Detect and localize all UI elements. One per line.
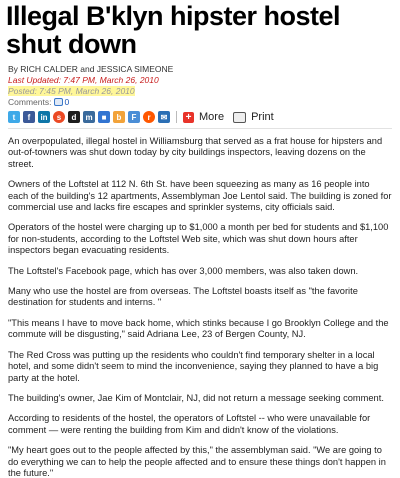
paragraph: "My heart goes out to the people affected by this," the assemblyman said. "We are going to do everything we can to help the people affected and to ensure these things don't happen in the future.": [8, 445, 386, 478]
stumbleupon-icon[interactable]: s: [53, 111, 65, 123]
paragraph: "This means I have to move back home, which stinks because I go Brooklyn College and the commute will be disgusting," said Adriana Lee, 23 of Bergen County, NJ.: [8, 317, 389, 340]
share-divider: [176, 111, 177, 123]
posted-date-text: Posted: 7:45 PM, March 26, 2010: [8, 86, 135, 96]
myspace-icon[interactable]: m: [83, 111, 95, 123]
digg-icon[interactable]: d: [68, 111, 80, 123]
paragraph: The Loftstel's Facebook page, which has over 3,000 members, was also taken down.: [8, 265, 359, 276]
comments-count-link[interactable]: 0: [64, 97, 70, 107]
paragraph: According to residents of the hostel, the operators of Loftstel -- who were unavailable for comment — were renting the building from Kim and didn't know of the violations.: [8, 413, 371, 435]
article-body: [8, 136, 392, 478]
paragraph: The Red Cross was putting up the residents who couldn't find temporary shelter in a local hotel, and some didn't seem to mind the inconvenience, saying they planned to have a big party at the hotel.: [8, 349, 379, 383]
byline: By RICH CALDER and JESSICA SIMEONE: [8, 64, 174, 74]
buzz-icon[interactable]: b: [113, 111, 125, 123]
comments-line: [8, 97, 69, 108]
facebook-icon[interactable]: f: [23, 111, 35, 123]
header-divider: [8, 128, 392, 129]
more-plus-icon[interactable]: +: [183, 112, 194, 123]
posted-date: [8, 86, 135, 97]
paragraph: The building's owner, Jae Kim of Montclair, NJ, did not return a message seeking comment.: [8, 392, 384, 403]
email-icon[interactable]: ✉: [158, 111, 170, 123]
paragraph: An overpopulated, illegal hostel in Williamsburg that served as a frat house for hipsters and out-of-towners was shut down today by city buildings inspectors, leaving dozens on the street.: [8, 136, 383, 169]
printer-icon[interactable]: [233, 112, 246, 123]
paragraph: Operators of the hostel were charging up to $1,000 a month per bed for students and $1,100 for non-students, according to the Loftstel Web site, which was shut down hours after inspectors began evacuating residents.: [8, 222, 389, 256]
share-bar: [8, 109, 274, 125]
paragraph: Owners of the Loftstel at 112 N. 6th St. have been squeezing as many as 16 people into each of the building's 12 apartments, Assemblyman Joe Lentol said. The building is zoned for commercial use and lacks fire escapes and sprinkler systems, city officials said.: [8, 179, 392, 213]
comment-bubble-icon[interactable]: [54, 98, 63, 106]
delicious-icon[interactable]: ■: [98, 111, 110, 123]
friendfeed-icon[interactable]: F: [128, 111, 140, 123]
paragraph: Many who use the hostel are from overseas. The Loftstel boasts itself as "the favorite destination for students and interns. ": [8, 286, 358, 308]
more-button[interactable]: More: [199, 111, 225, 123]
comments-label: Comments:: [8, 97, 52, 107]
article-headline: Illegal B'klyn hipster hostel shut down: [6, 1, 341, 59]
print-button[interactable]: Print: [251, 111, 274, 123]
last-updated: Last Updated: 7:47 PM, March 26, 2010: [8, 75, 159, 85]
reddit-icon[interactable]: r: [143, 111, 155, 123]
twitter-icon[interactable]: t: [8, 111, 20, 123]
linkedin-icon[interactable]: in: [38, 111, 50, 123]
